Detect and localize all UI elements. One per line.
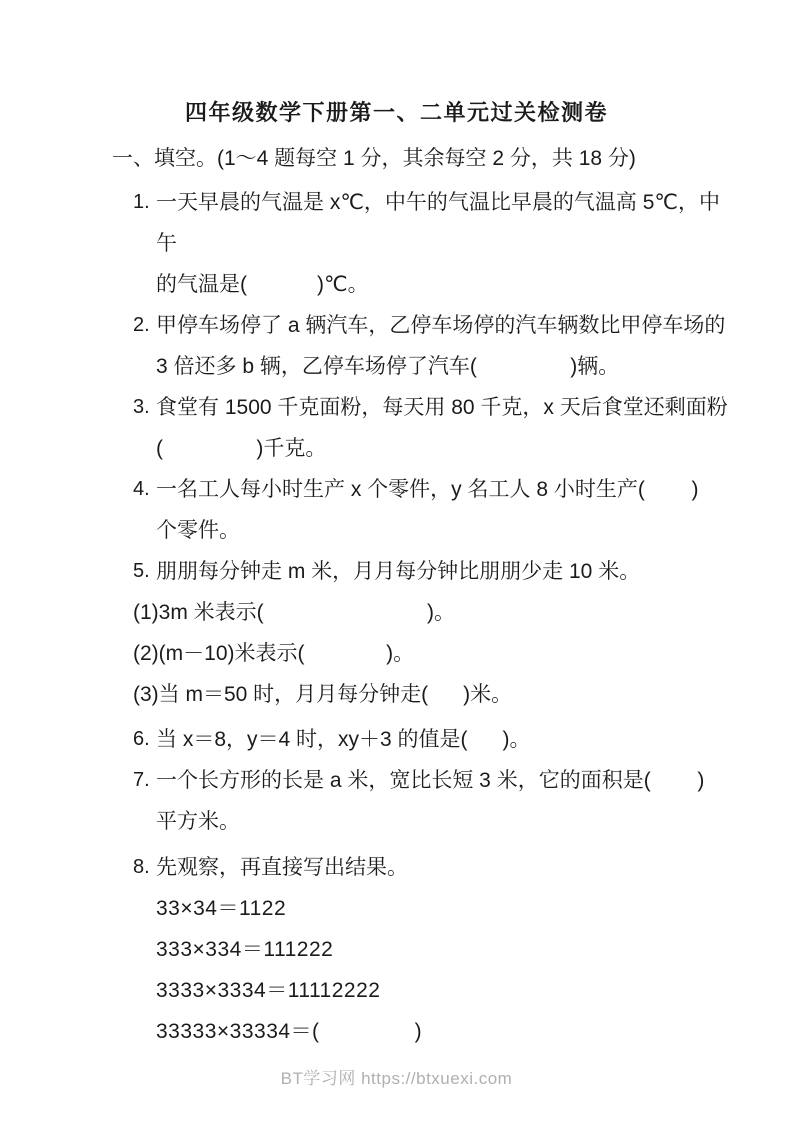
question-7-body xyxy=(156,760,733,842)
question-4-line-2: 个零件。 xyxy=(156,519,240,542)
question-5-number: 5. xyxy=(133,560,150,582)
question-8-equation-2: 333×334＝111222 xyxy=(156,938,334,961)
question-4-number: 4. xyxy=(133,478,150,500)
question-7-line-2: 平方米。 xyxy=(156,810,240,833)
question-2-body xyxy=(156,305,733,387)
question-8-intro: 先观察，再直接写出结果。 xyxy=(156,856,408,879)
question-5-intro: 朋朋每分钟走 m 米，月月每分钟比朋朋少走 10 米。 xyxy=(156,560,641,583)
question-7-number: 7. xyxy=(133,769,150,791)
question-4-line-1: 一名工人每小时生产 x 个零件，y 名工人 8 小时生产( ) xyxy=(156,478,699,501)
question-7-line-1: 一个长方形的长是 a 米，宽比长短 3 米，它的面积是( ) xyxy=(156,769,705,792)
question-8-number: 8. xyxy=(133,856,150,878)
question-3-number: 3. xyxy=(133,396,150,418)
question-8-equation-4: 33333×33334＝( ) xyxy=(156,1020,423,1043)
question-3-line-1: 食堂有 1500 千克面粉，每天用 80 千克，x 天后食堂还剩面粉 xyxy=(156,396,728,419)
question-5-body xyxy=(156,551,733,592)
question-8 xyxy=(133,847,733,1052)
question-6 xyxy=(133,719,733,760)
section-heading: 一、填空。(1～4 题每空 1 分，其余每空 2 分，共 18 分) xyxy=(112,147,636,170)
question-2-number: 2. xyxy=(133,314,150,336)
question-5 xyxy=(133,551,733,592)
question-5-sub-item-3: (3)当 m＝50 时，月月每分钟走( )米。 xyxy=(133,683,513,706)
question-2-line-1: 甲停车场停了 a 辆汽车，乙停车场停的汽车辆数比甲停车场的 xyxy=(156,314,726,337)
question-2-line-2: 3 倍还多 b 辆，乙停车场停了汽车( )辆。 xyxy=(156,355,620,378)
footer-watermark: BT学习网 https://btxuexi.com xyxy=(280,1069,513,1088)
page-title: 四年级数学下册第一、二单元过关检测卷 xyxy=(184,100,608,125)
question-4 xyxy=(133,469,733,551)
question-1-line-1: 一天早晨的气温是 x℃，中午的气温比早晨的气温高 5℃，中午 xyxy=(156,191,721,255)
question-1-line-2: 的气温是( )℃。 xyxy=(156,273,369,296)
question-6-body xyxy=(156,719,733,760)
question-2 xyxy=(133,305,733,387)
question-6-line-1: 当 x＝8，y＝4 时，xy＋3 的值是( )。 xyxy=(156,728,531,751)
question-8-body xyxy=(156,847,733,1052)
question-4-body xyxy=(156,469,733,551)
question-1-number: 1. xyxy=(133,191,150,213)
question-3-body xyxy=(156,387,733,469)
question-1-body xyxy=(156,182,733,305)
question-list xyxy=(0,182,793,1052)
question-3-line-2: ( )千克。 xyxy=(156,437,327,460)
question-3 xyxy=(133,387,733,469)
question-8-equation-3: 3333×3334＝11112222 xyxy=(156,979,381,1002)
question-5-sub-item-1: (1)3m 米表示( )。 xyxy=(133,601,456,624)
question-5-sub-item-2: (2)(m－10)米表示( )。 xyxy=(133,642,415,665)
question-7 xyxy=(133,760,733,842)
question-8-equation-1: 33×34＝1122 xyxy=(156,897,287,920)
question-1 xyxy=(133,182,733,305)
question-6-number: 6. xyxy=(133,728,150,750)
